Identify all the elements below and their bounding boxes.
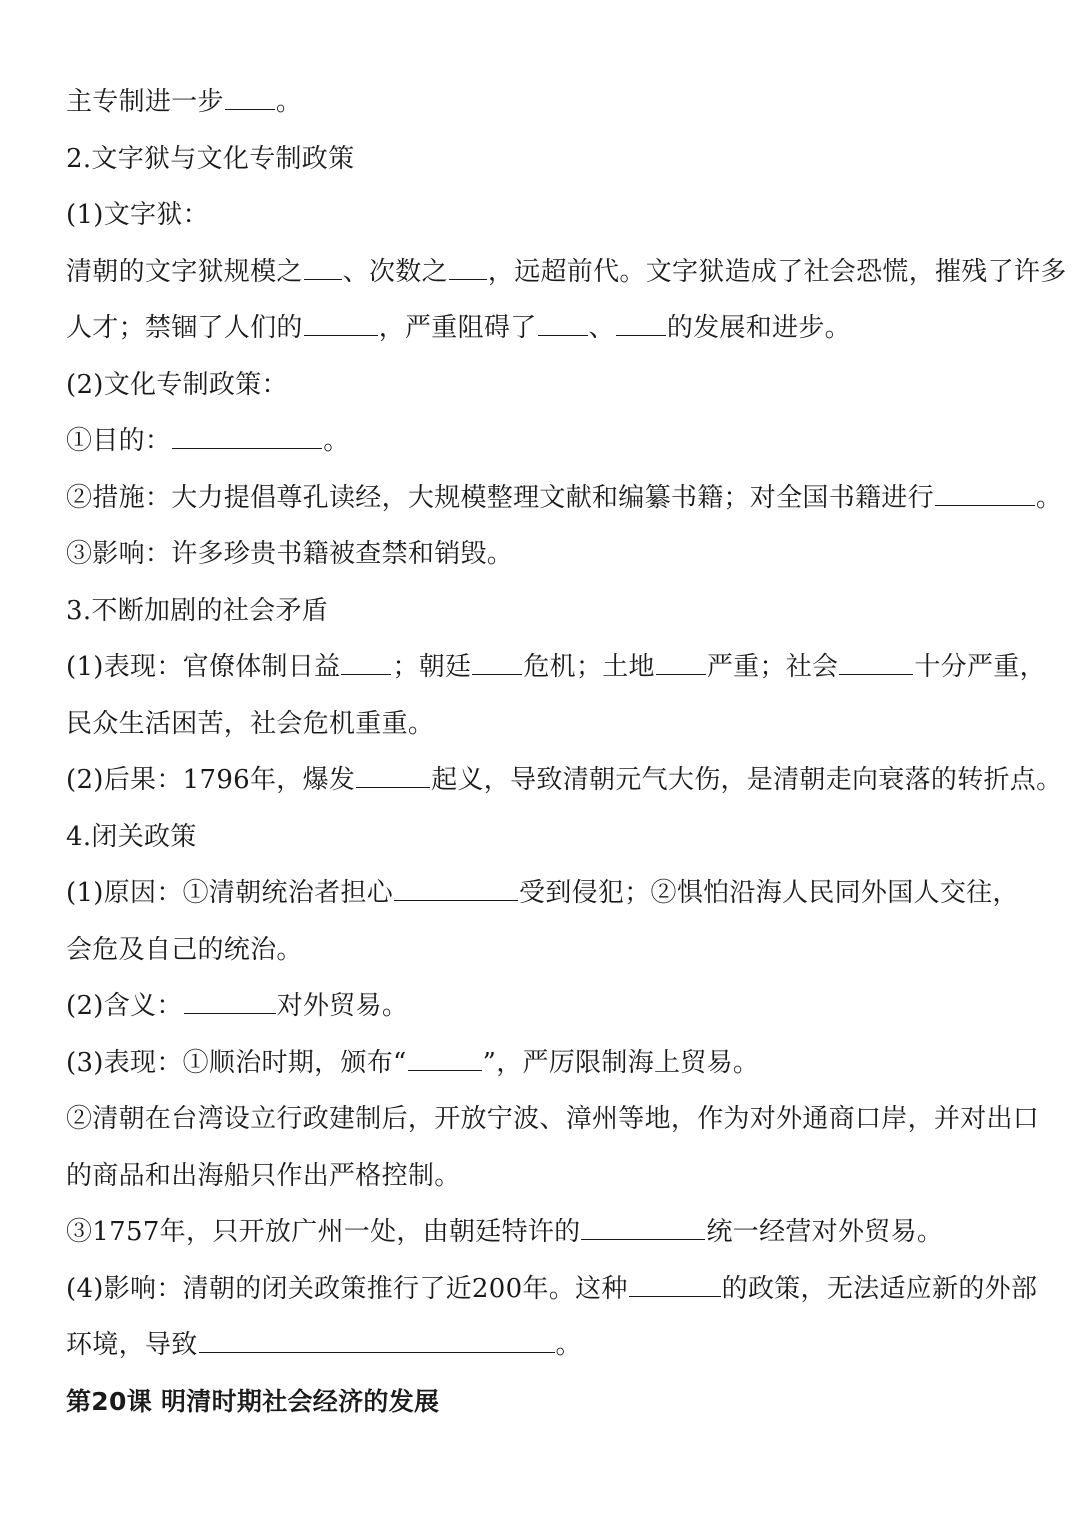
text-line [66, 639, 1046, 696]
text: (1)表现：官僚体制日益 [66, 652, 341, 682]
section-title [66, 583, 1026, 640]
fill-blank[interactable] [629, 1274, 721, 1297]
fill-blank[interactable] [449, 257, 487, 280]
text: 4.闭关政策 [66, 821, 197, 852]
text-line [66, 1148, 1026, 1205]
text: 受到侵犯；②惧怕沿海人民同外国人交往， [519, 878, 1019, 908]
text-line [66, 526, 1026, 583]
text: 2.文字狱与文化专制政策 [66, 143, 355, 174]
fill-blank[interactable] [341, 652, 391, 675]
fill-blank[interactable] [839, 652, 913, 675]
fill-blank[interactable] [408, 1048, 482, 1071]
text: 十分严重， [914, 652, 1046, 682]
fill-blank[interactable] [199, 1330, 555, 1353]
text-line [66, 1091, 1040, 1148]
text-line [66, 244, 1067, 301]
text: 。 [555, 1330, 582, 1360]
text: (2)文化专制政策： [66, 369, 288, 400]
text: (3)表现：①顺治时期，颁布“ [66, 1047, 407, 1078]
text: (1)文字狱： [66, 200, 209, 230]
text: 统一经营对外贸易。 [706, 1217, 944, 1247]
text: (2)后果：1796年，爆发 [66, 765, 356, 795]
text: 的商品和出海船只作出严格控制。 [66, 1160, 461, 1191]
text: 对外贸易。 [276, 991, 409, 1021]
section-title [66, 809, 1026, 866]
text: ”，严厉限制海上贸易。 [482, 1047, 760, 1078]
text-line [66, 696, 1026, 753]
fill-blank[interactable] [394, 878, 518, 901]
fill-blank[interactable] [472, 652, 522, 675]
worksheet-page [66, 74, 1067, 1430]
text: 的政策，无法适应新的外部 [721, 1273, 1038, 1304]
text-line [66, 1204, 1026, 1261]
text: 、 [588, 313, 615, 343]
text: 起义，导致清朝元气大伤，是清朝走向衰落的转折点。 [431, 765, 1063, 795]
text: 危机；土地 [523, 652, 655, 682]
text: ②清朝在台湾设立行政建制后，开放宁波、漳州等地，作为对外通商口岸，并对出口 [66, 1104, 1040, 1134]
fill-blank[interactable] [656, 652, 706, 675]
text: ，严重阻碍了 [378, 313, 537, 343]
text-line [66, 74, 1026, 131]
text: 人才；禁锢了人们的 [66, 313, 303, 343]
text: 。 [1035, 482, 1063, 513]
text: ；朝廷 [392, 652, 472, 682]
fill-blank[interactable] [935, 483, 1035, 506]
text-line [66, 1261, 1038, 1318]
text: 民众生活困苦，社会危机重重。 [66, 708, 435, 739]
text: 会危及自己的统治。 [66, 934, 303, 965]
text-line [66, 413, 1026, 470]
text: 清朝的文字狱规模之 [66, 256, 303, 287]
fill-blank[interactable] [304, 257, 342, 280]
text: ，远超前代。文字狱造成了社会恐慌，摧残了许多 [487, 256, 1067, 287]
text-line [66, 300, 1026, 357]
text-line [66, 922, 1026, 979]
text: (1)原因：①清朝统治者担心 [66, 878, 394, 908]
text: 。 [275, 87, 303, 117]
text: ③影响：许多珍贵书籍被查禁和销毁。 [66, 539, 514, 569]
text: 3.不断加剧的社会矛盾 [66, 595, 329, 626]
section-title [66, 131, 1026, 188]
text: 严重；社会 [706, 652, 839, 682]
text-line [66, 1035, 1026, 1092]
text: ①目的： [66, 426, 172, 456]
subsection-title [66, 187, 1026, 244]
text: 的发展和进步。 [666, 313, 851, 343]
fill-blank[interactable] [356, 765, 430, 788]
subsection-title [66, 357, 1026, 414]
text-line [66, 1317, 1026, 1374]
fill-blank[interactable] [225, 87, 275, 110]
lesson-heading [66, 1374, 1026, 1431]
text: ②措施：大力提倡尊孔读经，大规模整理文献和编纂书籍；对全国书籍进行 [66, 482, 934, 513]
fill-blank[interactable] [172, 426, 322, 449]
fill-blank[interactable] [616, 313, 666, 336]
fill-blank[interactable] [184, 991, 276, 1014]
text-line [66, 978, 1026, 1035]
text: 环境，导致 [66, 1330, 198, 1360]
text: 主专制进一步 [66, 87, 224, 117]
fill-blank[interactable] [304, 313, 378, 336]
text-line [66, 470, 1063, 527]
fill-blank[interactable] [581, 1217, 705, 1240]
text-line [66, 865, 1026, 922]
text: (2)含义： [66, 991, 183, 1021]
text: 、次数之 [342, 256, 448, 287]
text-line [66, 752, 1063, 809]
fill-blank[interactable] [538, 313, 588, 336]
text: 第20课 明清时期社会经济的发展 [66, 1386, 440, 1416]
text: (4)影响：清朝的闭关政策推行了近200年。这种 [66, 1273, 628, 1304]
text: 。 [323, 426, 350, 456]
text: ③1757年，只开放广州一处，由朝廷特许的 [66, 1217, 581, 1247]
